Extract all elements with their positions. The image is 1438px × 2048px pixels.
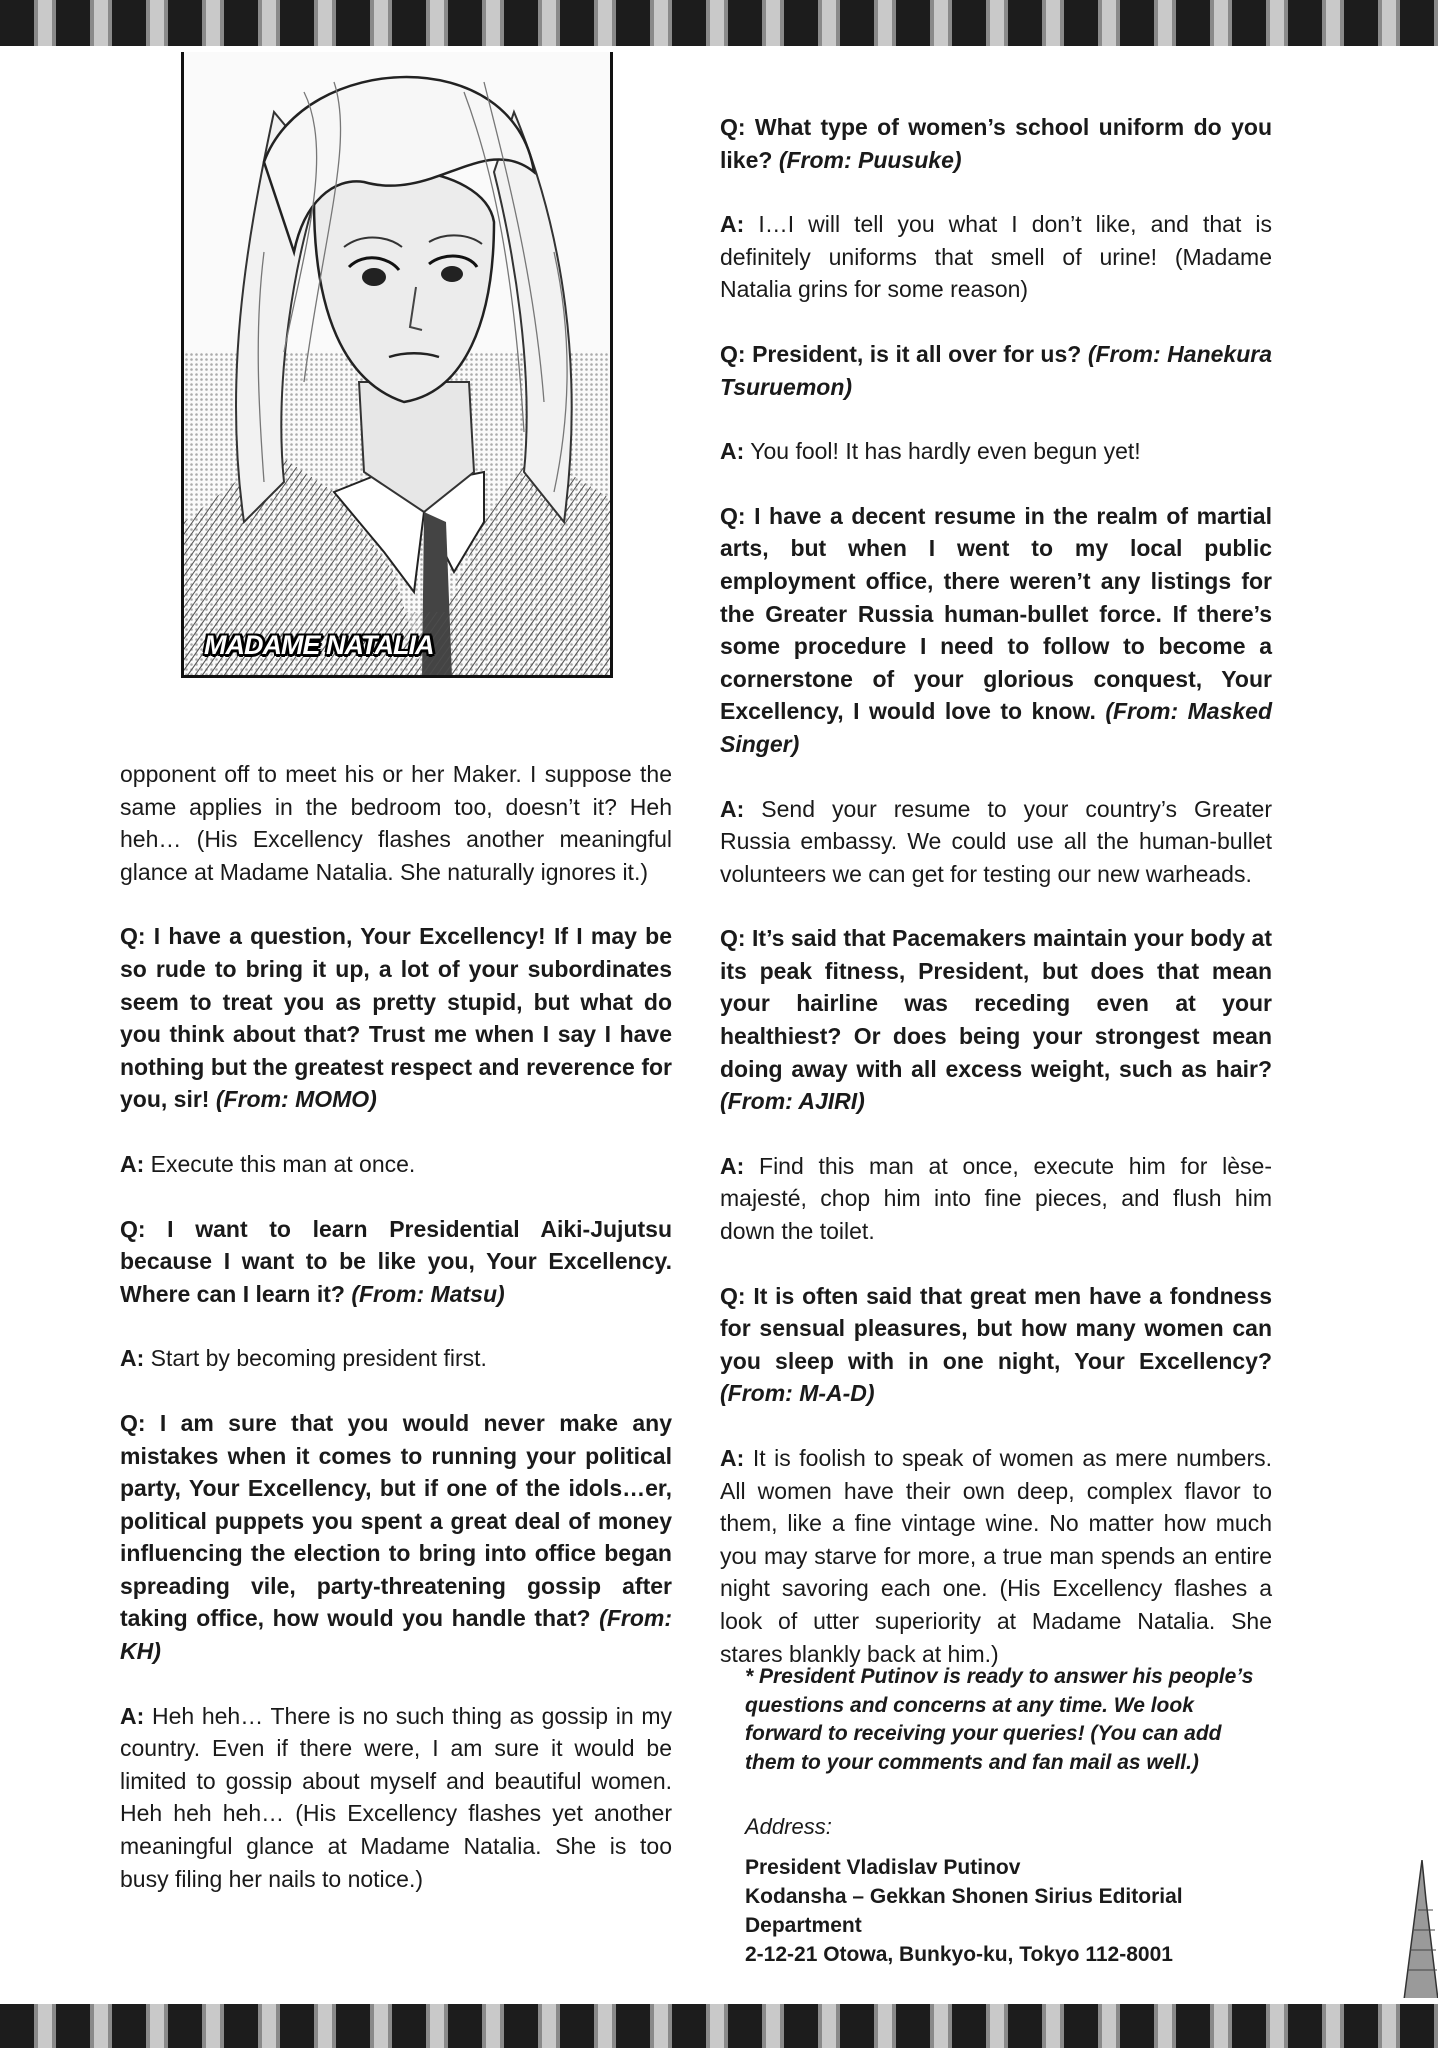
question-text: Q: President, is it all over for us? [720, 340, 1088, 367]
question-text: Q: I have a question, Your Excellency! If I may be so rude to bring it up, a lot of your subordinates seem to treat you as pretty stupid, but what do you think about that? Trust me when I say I have nothing but the greatest respect and reverence for you, sir! [120, 923, 672, 1113]
top-decorative-border [0, 0, 1438, 52]
answer-text: I…I will tell you what I don’t like, and that is definitely uniforms that smell of urine! (Madame Natalia grins for some reason) [720, 211, 1272, 303]
question-source: (From: M-A-D) [720, 1380, 875, 1407]
answer-paragraph [720, 1442, 1272, 1670]
address-line: Kodansha – Gekkan Shonen Sirius Editorial Department [745, 1885, 1183, 1937]
question-source: (From: Masked Singer) [720, 698, 1272, 757]
question-paragraph [720, 1280, 1272, 1410]
address-line: 2-12-21 Otowa, Bunkyo-ku, Tokyo 112-8001 [745, 1943, 1173, 1966]
mailing-address [745, 1853, 1305, 1969]
answer-text: Send your resume to your country’s Greater Russia embassy. We could use all the human-bullet volunteers we can get for testing our new warheads. [720, 795, 1272, 887]
answer-text: It is foolish to speak of women as mere numbers. All women have their own deep, complex flavor to them, like a fine vintage wine. No matter how much you may starve for more, a true man spends an entire night savoring each one. (His Excellency flashes a look of utter superiority at Madame Natalia. She stares blankly back at him.) [720, 1445, 1272, 1667]
answer-label: A: [720, 795, 745, 822]
intro-paragraph: opponent off to meet his or her Maker. I suppose the same applies in the bedroom too, doesn’t it? Heh heh… (His Excellency flashes another meaningful glance at Madame Natalia. She naturally ignores it.) [120, 761, 672, 885]
question-source: (From: AJIRI) [720, 1088, 865, 1115]
left-qa-column [120, 758, 672, 1927]
answer-text: Heh heh… There is no such thing as gossip in my country. Even if there were, I am sure it would be limited to gossip about myself and beautiful women. Heh heh heh… (His Excellency flashes yet another meaningful glance at Madame Natalia. She is too busy filing her nails to notice.) [120, 1702, 672, 1892]
question-source: (From: Matsu) [351, 1280, 505, 1307]
answer-paragraph [720, 1150, 1272, 1248]
question-paragraph [720, 338, 1272, 403]
question-source: (From: Puusuke) [778, 146, 962, 173]
question-paragraph [120, 1407, 672, 1668]
answer-paragraph [120, 1700, 672, 1896]
answer-label: A: [720, 211, 745, 238]
right-qa-column [720, 111, 1272, 1702]
answer-text: Find this man at once, execute him for lèse-majesté, chop him into fine pieces, and flush him down the toilet. [720, 1152, 1272, 1245]
answer-paragraph [120, 1148, 672, 1181]
answer-paragraph [720, 435, 1272, 468]
question-text: Q: What type of women’s school uniform do you like? [720, 114, 1272, 173]
question-text: Q: It’s said that Pacemakers maintain your body at its peak fitness, President, but does that mean your hairline was receding even at your healthiest? Or does being your strongest mean doing away with all excess weight, such as hair? [720, 925, 1272, 1082]
portrait-caption: MADAME NATALIA [204, 630, 434, 660]
question-text: Q: I want to learn Presidential Aiki-Jujutsu because I want to be like you, Your Excellency. Where can I learn it? [120, 1215, 672, 1307]
answer-text: You fool! It has hardly even begun yet! [744, 438, 1141, 465]
bottom-decorative-border [0, 1998, 1438, 2048]
answer-paragraph [120, 1342, 672, 1375]
question-text: Q: I am sure that you would never make any mistakes when it comes to running your political party, Your Excellency, but if one of the idols…er, political puppets you spent a great deal of money influencing the election to bring into office began spreading vile, party-threatening gossip after taking office, how would you handle that? [120, 1409, 672, 1632]
answer-label: A: [720, 1445, 745, 1471]
answer-paragraph [720, 793, 1272, 891]
answer-label: A: [720, 1152, 745, 1179]
question-text: Q: It is often said that great men have a fondness for sensual pleasures, but how many women can you sleep with in one night, Your Excellency? [720, 1282, 1272, 1374]
question-source: (From: KH) [120, 1605, 672, 1665]
question-text: Q: I have a decent resume in the realm of martial arts, but when I went to my local public employment office, there weren’t any listings for the Greater Russia human-bullet force. If there’s some procedure I need to follow to become a cornerstone of your glorious conquest, Your Excellency, I would love to know. [720, 502, 1272, 725]
address-label: Address: [745, 1814, 832, 1839]
reader-note: * President Putinov is ready to answer his people’s questions and concerns at any time. We look forward to receiving your queries! (You can add them to your comments and fan mail as well.) [745, 1665, 1254, 1774]
answer-paragraph [720, 208, 1272, 306]
question-paragraph [720, 111, 1272, 176]
address-line: President Vladislav Putinov [745, 1856, 1021, 1879]
answer-label: A: [120, 1345, 145, 1372]
answer-label: A: [720, 438, 745, 465]
question-paragraph [120, 1213, 672, 1311]
tower-decoration-icon [1378, 1860, 1438, 2000]
question-paragraph [720, 500, 1272, 761]
answer-text: Execute this man at once. [144, 1150, 416, 1177]
question-paragraph [120, 920, 672, 1116]
question-source: (From: Hanekura Tsuruemon) [720, 340, 1272, 400]
answer-text: Start by becoming president first. [144, 1345, 487, 1372]
question-paragraph [720, 922, 1272, 1118]
question-source: (From: MOMO) [215, 1086, 377, 1113]
portrait-illustration [181, 52, 613, 678]
answer-label: A: [120, 1150, 145, 1177]
answer-label: A: [120, 1702, 145, 1729]
portrait-icon [184, 52, 613, 678]
